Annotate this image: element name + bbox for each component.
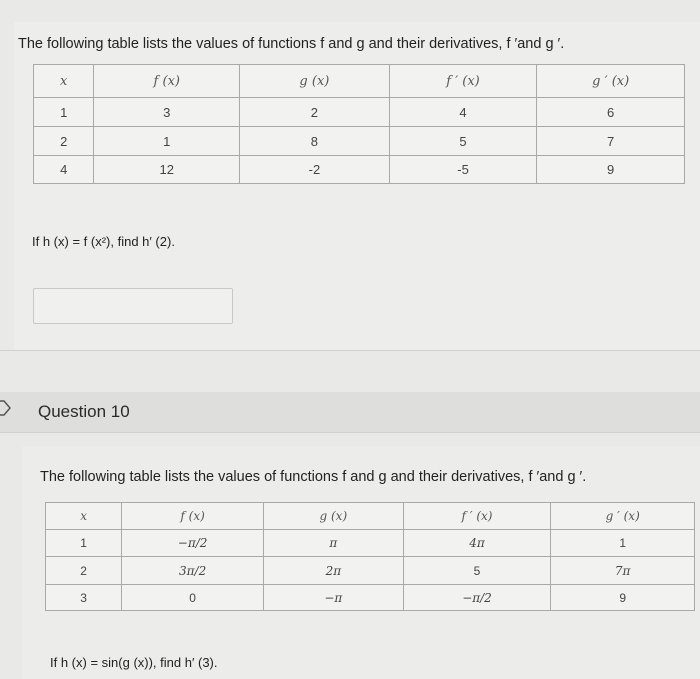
header-f: f (x) bbox=[122, 503, 264, 530]
cell: 2 bbox=[46, 557, 122, 585]
table-row bbox=[46, 585, 695, 611]
cell: 0 bbox=[122, 585, 264, 611]
divider bbox=[0, 350, 700, 351]
cell: 3π/2 bbox=[122, 557, 264, 585]
q10-prompt: If h (x) = sin(g (x)), find h′ (3). bbox=[50, 655, 218, 670]
q9-prompt: If h (x) = f (x²), find h′ (2). bbox=[32, 234, 175, 249]
cell: 1 bbox=[46, 530, 122, 557]
cell: 5 bbox=[403, 557, 551, 585]
header-gprime: g ′ (x) bbox=[537, 65, 685, 98]
question-title: Question 10 bbox=[38, 402, 130, 421]
cell: 1 bbox=[551, 530, 695, 557]
header-fprime: f ′ (x) bbox=[389, 65, 537, 98]
cell: −π/2 bbox=[122, 530, 264, 557]
cell: 7π bbox=[551, 557, 695, 585]
cell: −π bbox=[264, 585, 404, 611]
q10-values-table bbox=[45, 502, 695, 611]
header-g: g (x) bbox=[264, 503, 404, 530]
q9-intro: The following table lists the values of functions f and g and their derivatives, f ′and g ′. bbox=[18, 36, 565, 52]
cell: 6 bbox=[537, 98, 685, 127]
cell: −π/2 bbox=[403, 585, 551, 611]
q9-values-table bbox=[33, 64, 685, 184]
cell: 5 bbox=[389, 127, 537, 156]
cell: 9 bbox=[551, 585, 695, 611]
cell: 4 bbox=[34, 156, 94, 184]
header-g: g (x) bbox=[240, 65, 390, 98]
cell: 4 bbox=[389, 98, 537, 127]
table-header-row bbox=[34, 65, 685, 98]
cell: -2 bbox=[240, 156, 390, 184]
cell: 4π bbox=[403, 530, 551, 557]
table-row bbox=[46, 557, 695, 585]
cell: 7 bbox=[537, 127, 685, 156]
table-row bbox=[46, 530, 695, 557]
cell: 1 bbox=[94, 127, 240, 156]
cell: 2 bbox=[34, 127, 94, 156]
question-10-header bbox=[0, 392, 700, 432]
cell: 3 bbox=[94, 98, 240, 127]
header-x: x bbox=[34, 65, 94, 98]
cell: 12 bbox=[94, 156, 240, 184]
table-row bbox=[34, 98, 685, 127]
answer-input[interactable] bbox=[33, 288, 233, 324]
cell: 8 bbox=[240, 127, 390, 156]
table-header-row bbox=[46, 503, 695, 530]
flag-icon[interactable] bbox=[0, 399, 12, 417]
divider bbox=[0, 432, 700, 433]
header-gprime: g ′ (x) bbox=[551, 503, 695, 530]
cell: -5 bbox=[389, 156, 537, 184]
header-x: x bbox=[46, 503, 122, 530]
table-row bbox=[34, 156, 685, 184]
table-row bbox=[34, 127, 685, 156]
cell: 2π bbox=[264, 557, 404, 585]
header-f: f (x) bbox=[94, 65, 240, 98]
header-fprime: f ′ (x) bbox=[403, 503, 551, 530]
cell: 2 bbox=[240, 98, 390, 127]
cell: 3 bbox=[46, 585, 122, 611]
q10-intro: The following table lists the values of functions f and g and their derivatives, f ′and g ′. bbox=[40, 469, 587, 485]
cell: 9 bbox=[537, 156, 685, 184]
cell: 1 bbox=[34, 98, 94, 127]
cell: π bbox=[264, 530, 404, 557]
